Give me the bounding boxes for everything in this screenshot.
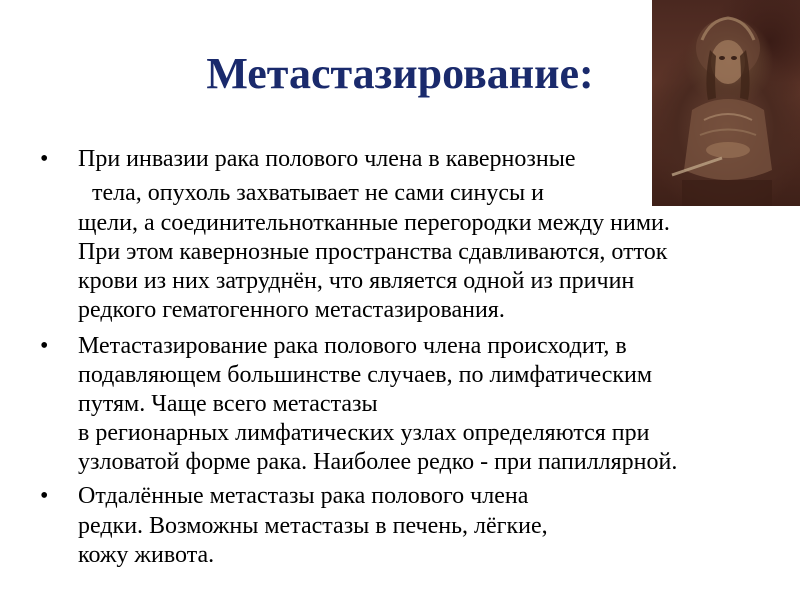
bullet-1-line-2: тела, опухоль захватывает не сами синусы и (92, 180, 544, 206)
bullet-1-line-6: редкого гематогенного метастазирования. (78, 297, 505, 323)
bullet-3-line-1: Отдалённые метастазы рака полового члена (78, 483, 529, 509)
bullet-3-line-2: редки. Возможны метастазы в печень, лёгкие, (78, 513, 548, 539)
bullet-marker: • (40, 146, 49, 172)
portrait-painting-image (652, 0, 800, 206)
bullet-marker: • (40, 333, 49, 359)
slide-title: Метастазирование: (206, 49, 594, 98)
bullet-1-line-3: щели, а соединительнотканные перегородки между ними. (78, 210, 670, 236)
bullet-2-line-3: путям. Чаще всего метастазы (78, 391, 378, 417)
bullet-1-line-1: При инвазии рака полового члена в кавернозные (78, 146, 576, 172)
bullet-2-line-4: в регионарных лимфатических узлах определяются при (78, 420, 650, 446)
bullet-3-line-3: кожу живота. (78, 542, 215, 568)
bullet-1-line-5: крови из них затруднён, что является одной из причин (78, 268, 635, 294)
bullet-2-line-1: Метастазирование рака полового члена происходит, в (78, 333, 627, 359)
bullet-2-line-2: подавляющем большинстве случаев, по лимфатическим (78, 362, 653, 388)
bullet-2-line-5: узловатой форме рака. Наиболее редко - при папиллярной. (78, 449, 678, 475)
bullet-marker: • (40, 483, 49, 509)
bullet-1-line-4: При этом кавернозные пространства сдавливаются, отток (78, 239, 668, 265)
